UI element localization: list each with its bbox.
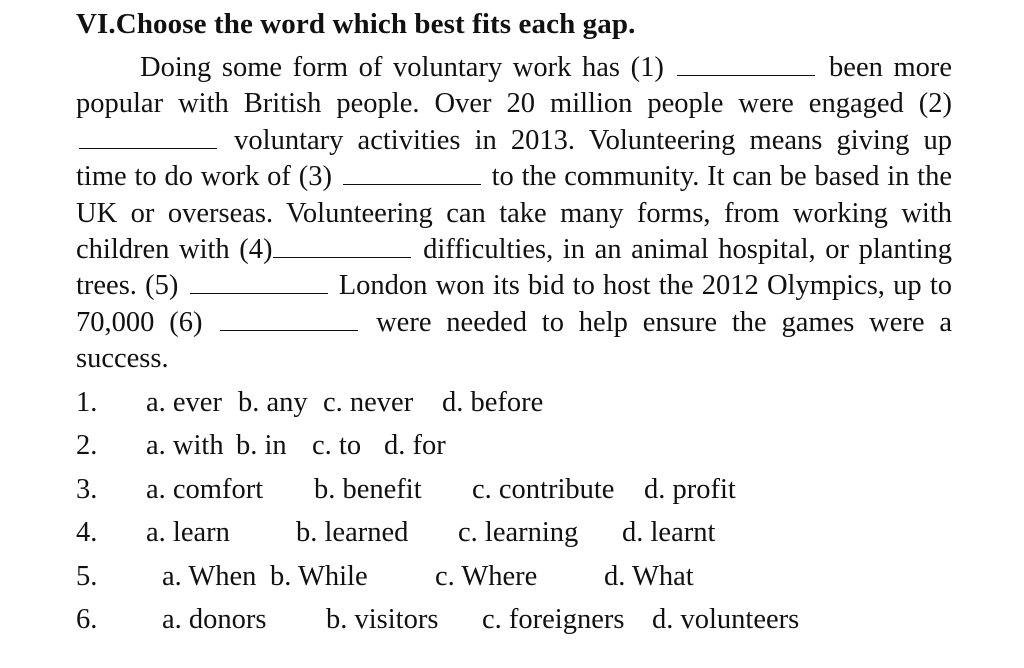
option-a[interactable]: a. donors [162, 604, 267, 636]
passage-segment-6: London won its bid to host the 2012 Olympics, up to 70,000 (6) [76, 270, 952, 338]
question-row-3 [76, 468, 952, 512]
question-row-2 [76, 424, 952, 468]
option-c[interactable]: c. learning [458, 517, 579, 549]
gap-5-blank[interactable] [190, 271, 328, 294]
gap-2-blank[interactable] [79, 126, 217, 149]
option-a[interactable]: a. learn [146, 517, 230, 549]
option-b[interactable]: b. any [238, 386, 308, 418]
question-number: 3. [76, 473, 98, 505]
option-c[interactable]: c. to [312, 430, 362, 462]
worksheet-page [76, 4, 952, 642]
exercise-heading: VI.Choose the word which best fits each gap. [76, 8, 636, 40]
option-a[interactable]: a. When [162, 560, 257, 592]
question-row-1 [76, 381, 952, 425]
gap-6-blank[interactable] [220, 308, 358, 331]
option-d[interactable]: d. What [604, 560, 694, 592]
passage-segment-5: difficulties, in an animal hospital, or planting trees. (5) [76, 234, 953, 302]
option-a[interactable]: a. with [146, 430, 224, 462]
passage-segment-1: Doing some form of voluntary work has (1) [140, 52, 664, 83]
option-b[interactable]: b. in [236, 430, 287, 462]
question-number: 6. [76, 604, 98, 636]
option-a[interactable]: a. comfort [146, 473, 264, 505]
question-number: 5. [76, 560, 98, 592]
option-a[interactable]: a. ever [146, 386, 222, 418]
option-c[interactable]: c. foreigners [482, 604, 625, 636]
option-c[interactable]: c. contribute [472, 473, 615, 505]
option-c[interactable]: c. never [323, 386, 414, 418]
option-b[interactable]: b. visitors [326, 604, 439, 636]
option-b[interactable]: b. While [270, 560, 368, 592]
question-number: 1. [76, 386, 98, 418]
option-d[interactable]: d. learnt [622, 517, 716, 549]
reading-passage [76, 50, 952, 378]
passage-segment-3: voluntary activities in 2013. Volunteering means giving up time to do work of (3) [76, 124, 953, 193]
question-row-5 [76, 555, 952, 599]
passage-segment-7: were needed to help ensure the games were a success. [76, 306, 953, 375]
question-number: 4. [76, 517, 98, 549]
option-d[interactable]: d. before [442, 386, 544, 418]
question-row-4 [76, 511, 952, 555]
question-row-6 [76, 598, 952, 642]
option-d[interactable]: d. volunteers [652, 604, 800, 636]
passage-segment-2: been more popular with British people. Over 20 million people were engaged (2) [76, 52, 953, 120]
option-b[interactable]: b. benefit [314, 473, 422, 505]
question-number: 2. [76, 430, 98, 462]
gap-4-blank[interactable] [273, 235, 411, 258]
passage-segment-4: to the community. It can be based in the UK or overseas. Volunteering can take many forms, from working with children with (4) [76, 161, 953, 266]
option-b[interactable]: b. learned [296, 517, 409, 549]
option-d[interactable]: d. profit [644, 473, 736, 505]
answer-options [76, 381, 952, 642]
gap-1-blank[interactable] [677, 53, 815, 76]
gap-3-blank[interactable] [343, 162, 481, 185]
option-d[interactable]: d. for [384, 430, 446, 462]
option-c[interactable]: c. Where [435, 560, 538, 592]
